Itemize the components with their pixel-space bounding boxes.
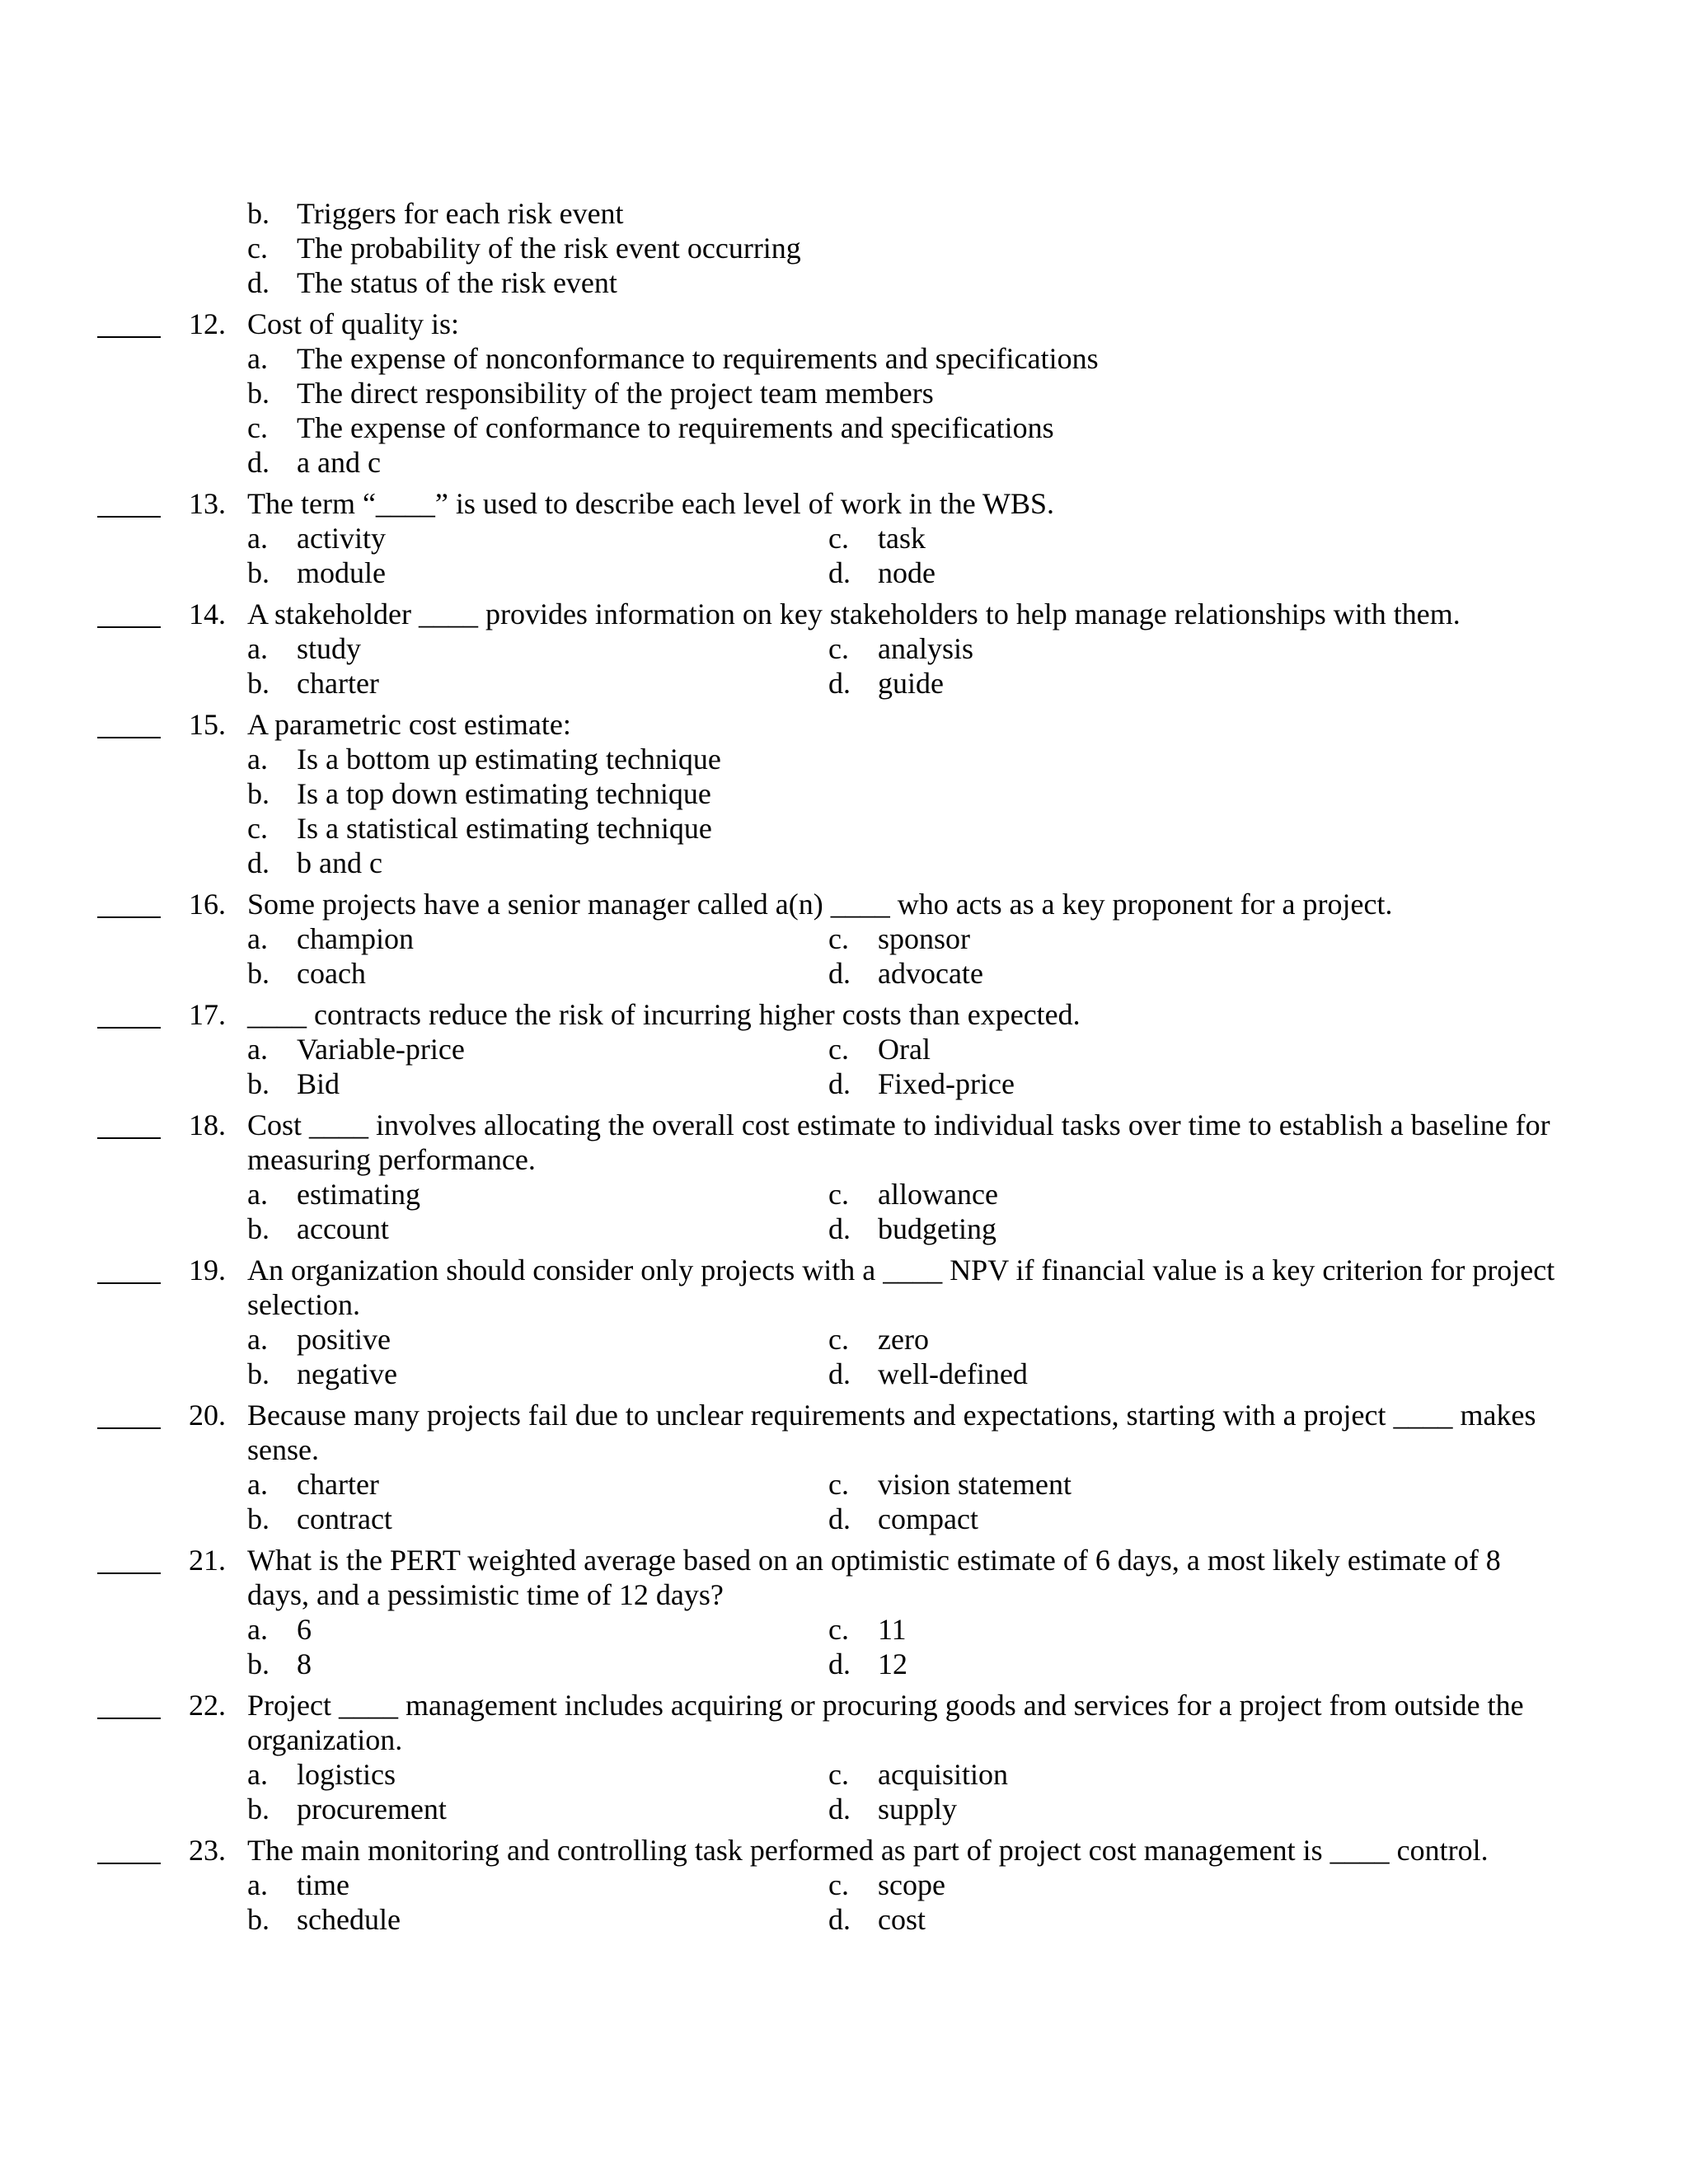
answer-blank[interactable] xyxy=(97,1282,161,1284)
answer-blank[interactable] xyxy=(97,1718,161,1719)
answer-option xyxy=(247,631,361,666)
question-number: 21. xyxy=(189,1544,226,1577)
answer-option xyxy=(247,1757,396,1792)
question-number: 23. xyxy=(189,1834,226,1867)
answer-option xyxy=(828,1357,1028,1391)
option-text: zero xyxy=(878,1323,929,1356)
option-letter: b. xyxy=(247,556,270,589)
answer-option xyxy=(828,555,935,590)
answer-option xyxy=(247,196,624,231)
option-text: module xyxy=(297,556,386,589)
answer-option xyxy=(247,1502,392,1536)
option-letter: d. xyxy=(828,1903,851,1936)
answer-option xyxy=(828,1612,907,1647)
answer-blank[interactable] xyxy=(97,1427,161,1429)
option-text: 11 xyxy=(878,1613,907,1646)
answer-option xyxy=(247,666,379,701)
option-letter: a. xyxy=(247,1613,268,1646)
question-number: 14. xyxy=(189,598,226,630)
answer-blank[interactable] xyxy=(97,516,161,518)
option-text: Triggers for each risk event xyxy=(297,197,624,230)
option-text: b and c xyxy=(297,846,382,879)
option-text: budgeting xyxy=(878,1212,996,1245)
question-number: 20. xyxy=(189,1399,226,1432)
answer-option xyxy=(828,1868,945,1902)
option-letter: d. xyxy=(828,667,851,700)
question-stem: An organization should consider only projects with a ____ NPV if financial value is a key criterion for project xyxy=(247,1254,1555,1286)
option-text: The direct responsibility of the project team members xyxy=(297,377,934,410)
option-letter: b. xyxy=(247,1357,270,1390)
answer-blank[interactable] xyxy=(97,916,161,918)
option-text: account xyxy=(297,1212,389,1245)
answer-option xyxy=(828,521,926,555)
answer-blank[interactable] xyxy=(97,626,161,628)
option-text: analysis xyxy=(878,632,973,665)
answer-blank[interactable] xyxy=(97,1572,161,1574)
option-letter: b. xyxy=(247,1793,270,1825)
option-letter: d. xyxy=(247,446,270,479)
option-text: task xyxy=(878,522,926,555)
option-text: a and c xyxy=(297,446,381,479)
answer-option xyxy=(247,1357,397,1391)
option-letter: a. xyxy=(247,1323,268,1356)
answer-option xyxy=(247,341,1099,376)
option-letter: a. xyxy=(247,342,268,375)
answer-option xyxy=(828,1647,907,1681)
question-stem: Because many projects fail due to unclear requirements and expectations, starting with a project ____ makes xyxy=(247,1399,1536,1432)
answer-option xyxy=(828,1502,978,1536)
answer-blank[interactable] xyxy=(97,336,161,338)
option-text: acquisition xyxy=(878,1758,1008,1791)
answer-option xyxy=(828,1032,931,1066)
answer-option xyxy=(828,1757,1008,1792)
option-letter: d. xyxy=(828,1067,851,1100)
option-text: Fixed-price xyxy=(878,1067,1015,1100)
option-text: negative xyxy=(297,1357,397,1390)
option-letter: a. xyxy=(247,1033,268,1066)
answer-option xyxy=(247,1177,420,1212)
option-text: scope xyxy=(878,1868,945,1901)
option-letter: c. xyxy=(828,632,849,665)
answer-option xyxy=(247,265,617,300)
option-letter: b. xyxy=(247,377,270,410)
option-text: 8 xyxy=(297,1647,312,1680)
option-text: Is a top down estimating technique xyxy=(297,777,711,810)
question-number: 16. xyxy=(189,888,226,921)
option-text: logistics xyxy=(297,1758,396,1791)
option-text: charter xyxy=(297,667,379,700)
option-text: cost xyxy=(878,1903,926,1936)
option-text: schedule xyxy=(297,1903,401,1936)
option-letter: b. xyxy=(247,1502,270,1535)
option-letter: a. xyxy=(247,1758,268,1791)
option-letter: a. xyxy=(247,743,268,776)
question-number: 13. xyxy=(189,487,226,520)
option-text: The expense of conformance to requirements and specifications xyxy=(297,411,1054,444)
option-letter: c. xyxy=(828,1758,849,1791)
option-text: Oral xyxy=(878,1033,931,1066)
option-letter: c. xyxy=(828,1468,849,1501)
answer-option xyxy=(828,1902,926,1937)
option-letter: b. xyxy=(247,1647,270,1680)
answer-option xyxy=(247,1902,401,1937)
option-letter: a. xyxy=(247,632,268,665)
option-text: procurement xyxy=(297,1793,447,1825)
option-text: vision statement xyxy=(878,1468,1071,1501)
option-letter: d. xyxy=(828,1793,851,1825)
answer-blank[interactable] xyxy=(97,1137,161,1139)
option-text: positive xyxy=(297,1323,391,1356)
answer-option xyxy=(247,1322,391,1357)
option-text: charter xyxy=(297,1468,379,1501)
answer-blank[interactable] xyxy=(97,1863,161,1864)
option-letter: d. xyxy=(828,1502,851,1535)
option-letter: d. xyxy=(828,556,851,589)
answer-option xyxy=(247,231,801,265)
option-letter: c. xyxy=(828,1323,849,1356)
option-text: time xyxy=(297,1868,349,1901)
option-letter: c. xyxy=(828,1613,849,1646)
option-letter: c. xyxy=(247,812,268,845)
answer-blank[interactable] xyxy=(97,737,161,738)
answer-option xyxy=(247,1212,389,1246)
option-text: Is a statistical estimating technique xyxy=(297,812,712,845)
option-letter: b. xyxy=(247,197,270,230)
option-text: coach xyxy=(297,957,366,990)
answer-option xyxy=(828,666,944,701)
answer-option xyxy=(247,1032,465,1066)
option-text: Is a bottom up estimating technique xyxy=(297,743,721,776)
answer-blank[interactable] xyxy=(97,1027,161,1029)
answer-option xyxy=(247,846,382,880)
option-text: 6 xyxy=(297,1613,312,1646)
answer-option xyxy=(828,1322,929,1357)
option-text: compact xyxy=(878,1502,978,1535)
option-text: activity xyxy=(297,522,386,555)
question-stem: The term “____” is used to describe each level of work in the WBS. xyxy=(247,487,1055,520)
option-letter: c. xyxy=(828,922,849,955)
option-letter: d. xyxy=(828,957,851,990)
answer-option xyxy=(247,376,934,410)
option-text: Variable-price xyxy=(297,1033,465,1066)
question-stem: A parametric cost estimate: xyxy=(247,708,571,741)
answer-option xyxy=(247,1868,349,1902)
option-text: champion xyxy=(297,922,414,955)
answer-option xyxy=(247,776,711,811)
option-letter: d. xyxy=(247,846,270,879)
option-text: The status of the risk event xyxy=(297,266,617,299)
option-letter: c. xyxy=(247,411,268,444)
answer-option xyxy=(247,1612,312,1647)
answer-option xyxy=(247,1467,379,1502)
question-stem: The main monitoring and controlling task performed as part of project cost management is ____ control. xyxy=(247,1834,1489,1867)
option-text: guide xyxy=(878,667,944,700)
option-letter: c. xyxy=(828,1178,849,1211)
option-letter: c. xyxy=(247,232,268,265)
option-letter: a. xyxy=(247,1178,268,1211)
question-number: 17. xyxy=(189,998,226,1031)
answer-option xyxy=(828,1177,998,1212)
answer-option xyxy=(247,445,381,480)
answer-option xyxy=(828,631,973,666)
option-letter: b. xyxy=(247,1067,270,1100)
answer-option xyxy=(247,521,386,555)
option-letter: b. xyxy=(247,1903,270,1936)
answer-option xyxy=(247,410,1054,445)
option-letter: c. xyxy=(828,1868,849,1901)
question-number: 12. xyxy=(189,307,226,340)
question-stem: Project ____ management includes acquiring or procuring goods and services for a project from outside the xyxy=(247,1689,1524,1722)
option-text: The expense of nonconformance to requirements and specifications xyxy=(297,342,1099,375)
option-text: study xyxy=(297,632,362,665)
question-stem: ____ contracts reduce the risk of incurring higher costs than expected. xyxy=(247,998,1081,1031)
option-letter: a. xyxy=(247,922,268,955)
option-letter: c. xyxy=(828,1033,849,1066)
option-text: 12 xyxy=(878,1647,907,1680)
option-letter: b. xyxy=(247,1212,270,1245)
option-letter: b. xyxy=(247,667,270,700)
option-letter: a. xyxy=(247,1868,268,1901)
question-stem: measuring performance. xyxy=(247,1143,536,1176)
answer-option xyxy=(247,1066,340,1101)
answer-option xyxy=(828,1212,996,1246)
answer-option xyxy=(247,1792,447,1826)
question-stem: sense. xyxy=(247,1433,319,1466)
question-stem: Cost of quality is: xyxy=(247,307,460,340)
question-stem: What is the PERT weighted average based on an optimistic estimate of 6 days, a most likely estimate of 8 xyxy=(247,1544,1501,1577)
answer-option xyxy=(247,956,366,991)
answer-option xyxy=(247,742,721,776)
option-letter: d. xyxy=(247,266,270,299)
option-text: The probability of the risk event occurring xyxy=(297,232,801,265)
question-number: 15. xyxy=(189,708,226,741)
option-text: contract xyxy=(297,1502,392,1535)
answer-option xyxy=(828,1066,1015,1101)
option-letter: b. xyxy=(247,957,270,990)
answer-option xyxy=(828,1467,1071,1502)
option-text: node xyxy=(878,556,935,589)
option-text: sponsor xyxy=(878,922,971,955)
question-number: 19. xyxy=(189,1254,226,1286)
option-letter: b. xyxy=(247,777,270,810)
question-stem: selection. xyxy=(247,1288,360,1321)
question-stem: Cost ____ involves allocating the overall cost estimate to individual tasks over time to establish a baseline for xyxy=(247,1108,1550,1141)
answer-option xyxy=(828,921,970,956)
option-text: well-defined xyxy=(878,1357,1028,1390)
option-text: supply xyxy=(878,1793,958,1825)
option-text: allowance xyxy=(878,1178,998,1211)
question-stem: Some projects have a senior manager called a(n) ____ who acts as a key proponent for a project. xyxy=(247,888,1393,921)
option-letter: d. xyxy=(828,1647,851,1680)
option-text: estimating xyxy=(297,1178,420,1211)
option-letter: a. xyxy=(247,1468,268,1501)
answer-option xyxy=(828,1792,957,1826)
option-letter: d. xyxy=(828,1357,851,1390)
question-number: 18. xyxy=(189,1108,226,1141)
answer-option xyxy=(828,956,983,991)
question-stem: days, and a pessimistic time of 12 days? xyxy=(247,1578,724,1611)
question-stem: A stakeholder ____ provides information on key stakeholders to help manage relationships with them. xyxy=(247,598,1461,630)
answer-option xyxy=(247,811,712,846)
question-stem: organization. xyxy=(247,1723,403,1756)
option-text: advocate xyxy=(878,957,983,990)
option-letter: a. xyxy=(247,522,268,555)
option-letter: c. xyxy=(828,522,849,555)
option-letter: d. xyxy=(828,1212,851,1245)
answer-option xyxy=(247,555,386,590)
answer-option xyxy=(247,921,414,956)
option-text: Bid xyxy=(297,1067,340,1100)
answer-option xyxy=(247,1647,312,1681)
question-number: 22. xyxy=(189,1689,226,1722)
